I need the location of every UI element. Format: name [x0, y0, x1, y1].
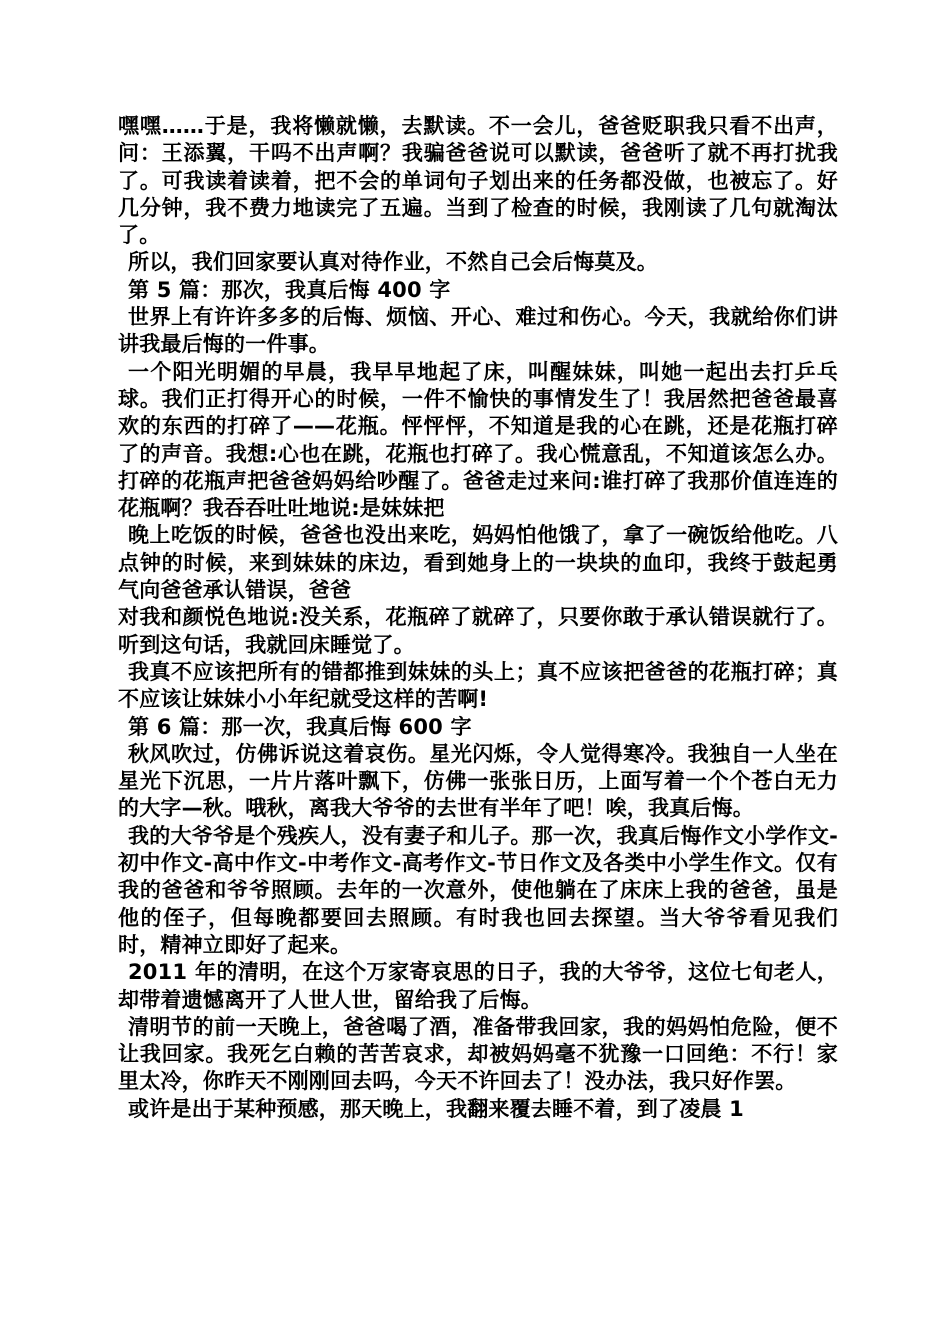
paragraph: 我真不应该把所有的错都推到妹妹的头上；真不应该把爸爸的花瓶打碎；真不应该让妹妹小小年纪就受这样的苦啊!: [118, 659, 838, 712]
paragraph: 我的大爷爷是个残疾人，没有妻子和儿子。那一次，我真后悔作文小学作文-初中作文-高中作文-中考作文-高考作文-节日作文及各类中小学生作文。仅有我的爸爸和爷爷照顾。去年的一次意外，使他躺在了床床上我的爸爸，虽是他的侄子，但每晚都要回去照顾。有时我也回去探望。当大爷爷看见我们时，精神立即好了起来。: [118, 823, 838, 957]
paragraph: 所以，我们回家要认真对待作业，不然自己会后悔莫及。: [128, 250, 658, 275]
paragraph: 或许是出于某种预感，那天晚上，我翻来覆去睡不着，到了凌晨 1: [128, 1096, 744, 1121]
section-heading: 第 6 篇：那一次，我真后悔 600 字: [128, 714, 472, 739]
paragraph: 对我和颜悦色地说:没关系，花瓶碎了就碎了，只要你敢于承认错误就行了。听到这句话，我就回床睡觉了。: [118, 605, 838, 657]
document-page: [118, 113, 838, 1123]
paragraph: 嘿嘿……于是，我将懒就懒，去默读。不一会儿，爸爸贬职我只看不出声，问：王添翼，干吗不出声啊？我骗爸爸说可以默读，爸爸听了就不再打扰我了。可我读着读着，把不会的单词句子划出来的任务都没做，也被忘了。好几分钟，我不费力地读完了五遍。当到了检查的时候，我刚读了几句就淘汰了。: [118, 114, 838, 248]
paragraph: 一个阳光明媚的早晨，我早早地起了床，叫醒妹妹，叫她一起出去打乒乓球。我们正打得开心的时候，一件不愉快的事情发生了！我居然把爸爸最喜欢的东西的打碎了——花瓶。怦怦怦，不知道是我的心在跳，还是花瓶打碎了的声音。我想:心也在跳，花瓶也打碎了。我心慌意乱，不知道该怎么办。打碎的花瓶声把爸爸妈妈给吵醒了。爸爸走过来问:谁打碎了我那价值连连的花瓶啊？我吞吞吐吐地说:是妹妹把: [118, 359, 838, 521]
paragraph: 2011 年的清明，在这个万家寄哀思的日子，我的大爷爷，这位七旬老人，却带着遗憾离开了人世人世，留给我了后悔。: [118, 960, 838, 1012]
paragraph: 晚上吃饭的时候，爸爸也没出来吃，妈妈怕他饿了，拿了一碗饭给他吃。八点钟的时候，来到妹妹的床边，看到她身上的一块块的血印，我终于鼓起勇气向爸爸承认错误，爸爸: [118, 523, 838, 603]
paragraph: 清明节的前一天晚上，爸爸喝了酒，准备带我回家，我的妈妈怕危险，便不让我回家。我死乞白赖的苦苦哀求，却被妈妈毫不犹豫一口回绝：不行！家里太冷，你昨天不刚刚回去吗，今天不许回去了！没办法，我只好作罢。: [118, 1014, 838, 1094]
paragraph: 秋风吹过，仿佛诉说这着哀伤。星光闪烁，令人觉得寒冷。我独自一人坐在星光下沉思，一片片落叶飘下，仿佛一张张日历，上面写着一个个苍白无力的大字—秋。哦秋，离我大爷爷的去世有半年了吧！唉，我真后悔。: [118, 741, 838, 821]
section-heading: 第 5 篇：那次，我真后悔 400 字: [128, 277, 451, 302]
paragraph: 世界上有许许多多的后悔、烦恼、开心、难过和伤心。今天，我就给你们讲讲我最后悔的一件事。: [118, 305, 838, 357]
